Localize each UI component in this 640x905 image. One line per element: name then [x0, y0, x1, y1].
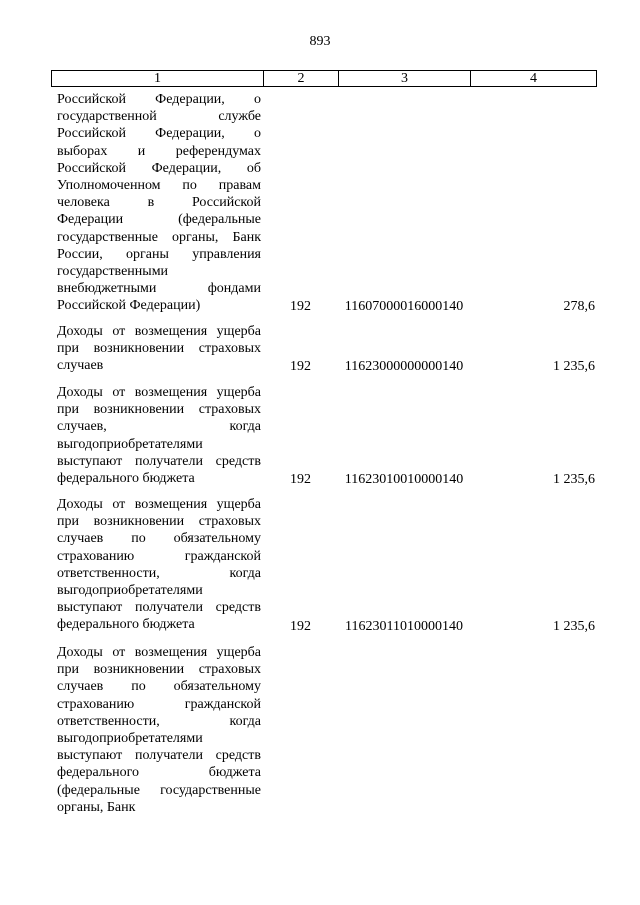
column-header-1: 1 [52, 71, 264, 86]
row-kbk: 11623011010000140 [345, 618, 463, 634]
table-row [51, 323, 597, 375]
row-amount: 1 235,6 [553, 618, 595, 634]
row-description: Доходы от возмещения ущерба при возникновении страховых случаев, когда выгодоприобретателями выступают получатели средств федерального бюджета [57, 385, 261, 487]
table-row [51, 644, 597, 824]
row-amount: 1 235,6 [553, 471, 595, 487]
row-description: Доходы от возмещения ущерба при возникновении страховых случаев по обязательному страхованию гражданской ответственности, когда выгодоприобретателями выступают получатели средств федерального бюджета (федеральные государственные органы, Банк [57, 645, 261, 815]
table-row [51, 496, 597, 635]
page-number: 893 [309, 34, 331, 49]
row-code: 192 [290, 298, 311, 314]
row-kbk: 11607000016000140 [344, 298, 464, 314]
row-description: Доходы от возмещения ущерба при возникновении страховых случаев по обязательному страхованию гражданской ответственности, когда выгодоприобретателями выступают получатели средств федерального бюджета [57, 497, 261, 633]
row-code: 192 [290, 618, 311, 634]
row-description: Доходы от возмещения ущерба при возникновении страховых случаев [57, 324, 261, 374]
table-row [51, 91, 597, 315]
row-kbk: 11623000000000140 [344, 358, 464, 374]
row-description: Российской Федерации, о государственной службе Российской Федерации, о выборах и референдумах Российской Федерации, об Уполномоченном по правам человека в Российской Федерации (федеральные государственные органы, Банк России, органы управления государственными внебюджетными фондами Российской Федерации) [57, 92, 261, 314]
table-header [51, 70, 597, 87]
column-header-2: 2 [264, 71, 339, 86]
row-kbk: 11623010010000140 [344, 471, 464, 487]
row-amount: 278,6 [563, 298, 595, 314]
row-code: 192 [290, 471, 311, 487]
table-row [51, 384, 597, 488]
row-amount: 1 235,6 [553, 358, 595, 374]
row-code: 192 [290, 358, 311, 374]
column-header-4: 4 [530, 71, 537, 86]
column-header-3: 3 [339, 71, 471, 86]
